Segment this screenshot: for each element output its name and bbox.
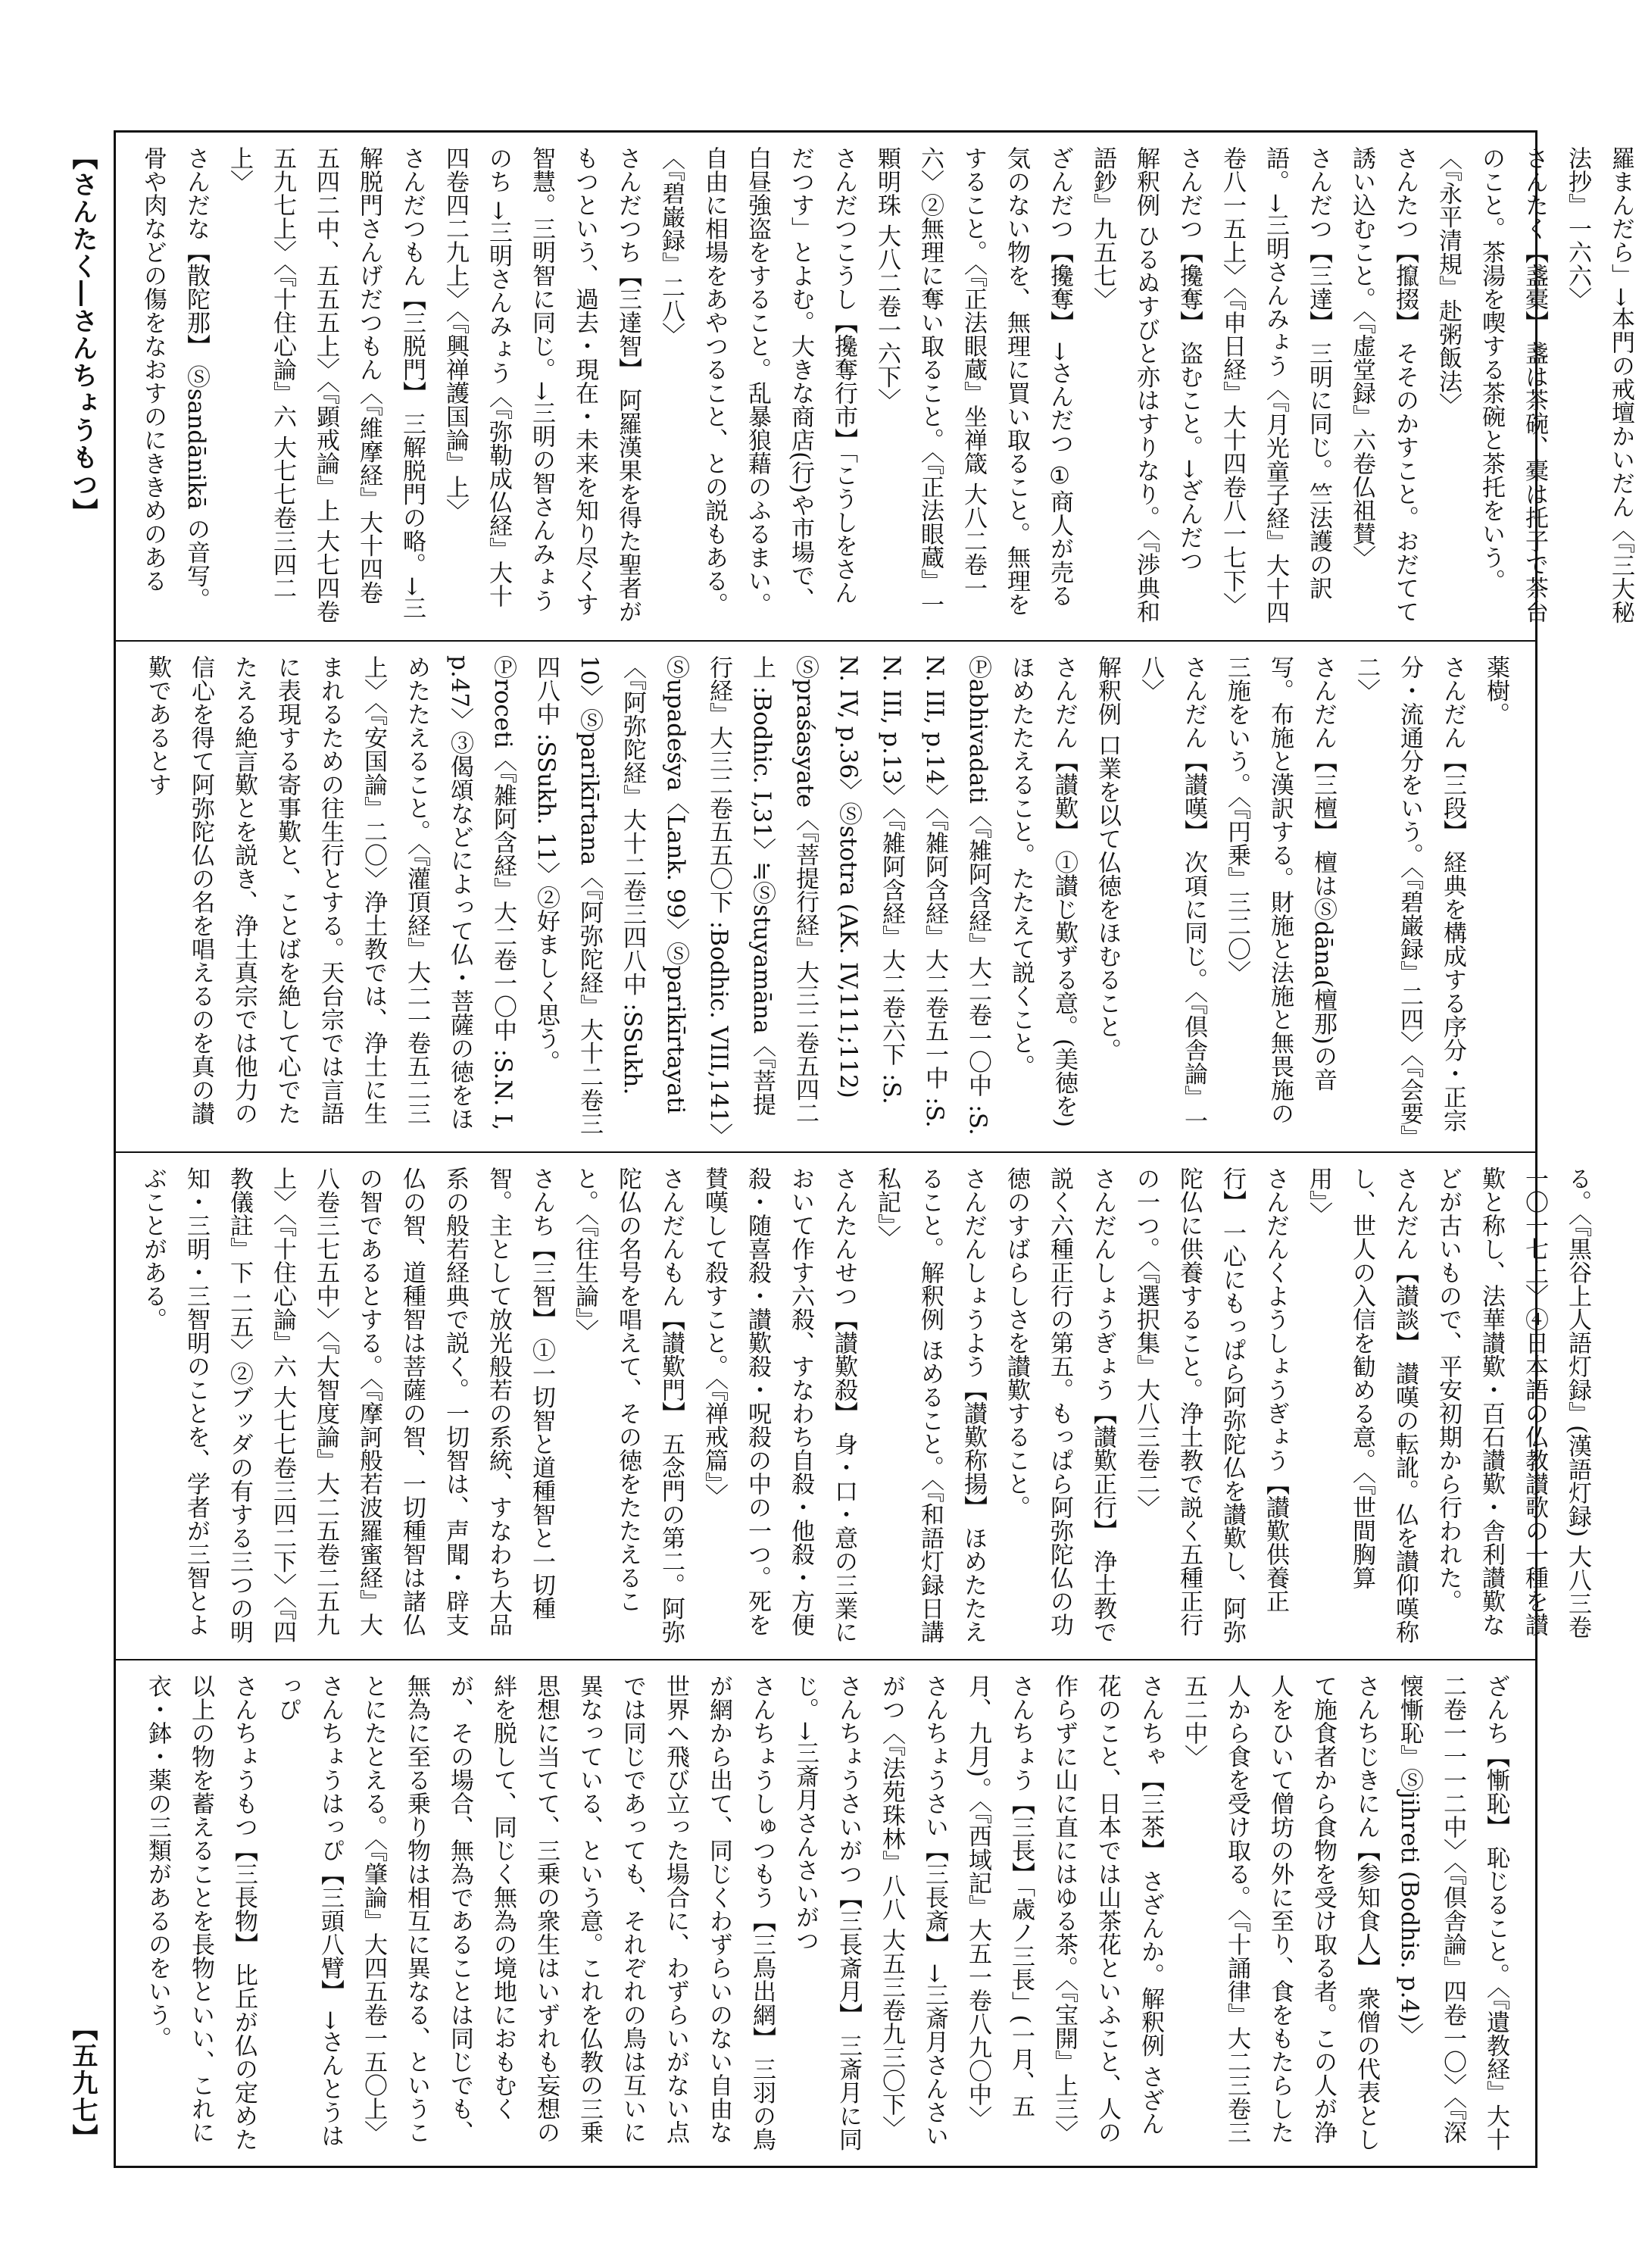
band-4 (116, 1659, 1535, 2166)
band-2-text: 薬樹。 さんだん【三段】 経典を構成する序分・正宗分・流通分をいう。〈『碧巌録』二四〉〈『会要』二〉 さんだん【三檀】 檀はⓈdāna(檀那)の音写。布施と漢訳する。財施と法施と無畏施の三施をいう。〈『円乗』三二〇〉 さんだん【讃嘆】 次項に同じ。〈『倶舎論』一八〉 解釈例 口業を以て仏徳をほむること。 さんだん【讃歎】 ①讃じ歎ずる意。(美徳を)ほめたたえること。たたえて説くこと。Ⓟabhivadati〈『雑阿含経』大二卷一〇中 :S. N. III, p.14〉〈『雑阿含経』大二卷五一中 :S. N. III, p.13〉〈『雑阿含経』大二卷六下 :S. N. IV, p.36〉Ⓢstotra (AK. IV,111;112) Ⓢpraśasyate〈『菩提行経』大三二卷五四二上 :Bodhic. I,31〉≒Ⓢstuyamāna〈『菩提行経』大三二卷五五〇下 :Bodhic. VIII,141〉Ⓢupadeśya〈Lank. 99〉Ⓢparikīrtayati〈『阿弥陀経』大十二卷三四八中 :SSukh. 10〉Ⓢparikīrtana〈『阿弥陀経』大十二卷三四八中 :SSukh. 11〉②好ましく思う。Ⓟroceti〈『雑阿含経』大二卷一〇中 :S.N. I, p.47〉③偈頌などによって仏・菩薩の徳をほめたたえること。〈『灌頂経』大二一卷五二三上〉〈『安国論』二〇〉浄土教では、浄土に生まれるための往生行とする。天台宗では言語に表現する寄事歎と、ことばを絶して心でたたえる絶言歎とを説き、浄土真宗では他力の信心を得て阿弥陀仏の名を唱えるのを真の讃歎であるとす (144, 655, 1509, 1137)
band-2 (116, 640, 1535, 1151)
page-number: 【五九七】 (67, 2015, 98, 2151)
running-head: 【さんたく―さんちょうもつ】 (67, 144, 98, 526)
band-3 (116, 1151, 1591, 1659)
band-1-text: 羅まんだら」→本門の戒壇かいだん〈『三大秘法抄』一六六〉 さんたく【盞橐】 盞は茶碗、橐は托子で茶台のこと。茶湯を喫する茶碗と茶托をいう。〈『永平清規』赴粥飯法〉 さんたつ【攛掇】 そそのかすこと。おだてて誘い込むこと。〈『虚堂録』六卷仏祖賛〉 さんだつ【三達】 三明に同じ。竺法護の訳語。→三明さんみょう〈『月光童子経』大十四卷八一五上〉〈『申日経』大十四卷八一七下〉 さんだつ【攙奪】 盗むこと。→ざんだつ 解釈例 ひるぬすびと亦はすりなり。〈『渉典和語鈔』九五七〉 ざんだつ【攙奪】 →さんだつ ①商人が売る気のない物を、無理に買い取ること。無理をすること。〈『正法眼蔵』坐禅箴 大八二卷一六〉②無理に奪い取ること。〈『正法眼蔵』一顆明珠 大八二卷一六下〉 さんだつこうし【攙奪行市】「こうしをさんだつす」とよむ。大きな商店(行)や市場で、白昼強盗をすること。乱暴狼藉のふるまい。自由に相場をあやつること、との説もある。〈『碧巌録』二八〉 さんだつち【三達智】 阿羅漢果を得た聖者がもつという、過去・現在・未来を知り尽くす智慧。三明智に同じ。→三明の智さんみょうのち →三明さんみょう〈『弥勒成仏経』大十四卷四二九上〉〈『興禅護国論』上〉 さんだつもん【三脱門】 三解脱門の略。→三解脱門さんげだつもん〈『維摩経』大十四卷五四二中、五五五上〉〈『顕戒論』上 大七四卷五九七上〉〈『十住心論』六 大七七卷三四二上〉 さんだな【散陀那】 Ⓢsandānikā の音写。骨や肉などの傷をなおすのにききめのある (139, 146, 1634, 624)
band-4-text: ざんち【慚恥】 恥じること。〈『遺教経』大十二卷一一一二中〉〈『倶舎論』四卷一〇〉〈『深懐慚恥』Ⓢjihreti (Bodhis. p.4)〉 さんちじきにん【参知食人】 衆僧の代表として施食者から食物を受け取る者。この人が浄人をひいて僧坊の外に至り、食をもたらした人から食を受け取る。〈『十誦律』大二三卷三五二中〉 さんちゃ【三茶】 さざんか。解釈例 さざん花のこと、日本では山茶花といふこと、人の作らずに山に直にはゆる茶。〈『宝開』上三〉 さんちょう【三長】「歳ノ三長」(一月、五月、九月)。〈『西域記』大五一卷八九〇中〉 さんちょうさい【三長斎】 →三斎月さんさいがつ〈『法苑珠林』八八 大五三卷九三〇下〉 さんちょうさいがつ【三長斎月】 三斎月に同じ。→三斎月さんさいがつ さんちょうしゅつもう【三鳥出網】 三羽の鳥が網から出て、同じくわずらいのない自由な世界へ飛び立った場合に、わずらいがない点では同じであっても、それぞれの鳥は互いに異なっている、という意。これを仏教の三乗思想に当てて、三乗の衆生はいずれも妄想の絆を脱して、同じく無為の境地におもむくが、その場合、無為であることは同じでも、無為に至る乗り物は相互に異なる、ということにたとえる。〈『肇論』大四五卷一五〇上〉 さんちょうはっぴ【三頭八臂】 →さんとうはっぴ さんちょうもつ【三長物】 比丘が仏の定めた以上の物を蓄えることを長物といい、これに衣・鉢・薬の三類があるのをいう。 (144, 1674, 1509, 2151)
page-frame (114, 130, 1634, 2168)
band-3-text: る。〈『黒谷上人語灯録』(漢語灯録) 大八三卷一〇一七上〉④日本語の仏教讃歌の一種を讃歎と称し、法華讃歎・百石讃歎・舎利讃歎などが古いもので、平安初期から行われた。 さんだん【讃談】 讃嘆の転訛。仏を讃仰嘆称し、世人の入信を勧める意。〈『世間胸算用』〉 さんだんくようしょうぎょう【讃歎供養正行】 一心にもっぱら阿弥陀仏を讃歎し、阿弥陀仏に供養すること。浄土教で説く五種正行の一つ。〈『選択集』大八三卷二〉 さんだんしょうぎょう【讃歎正行】 浄土教で説く六種正行の第五。もっぱら阿弥陀仏の功徳のすばらしさを讃歎すること。 さんだんしょうよう【讃歎称揚】 ほめたたえること。解釈例 ほめること。〈『和語灯録日講私記』〉 さんたんせつ【讃歎殺】 身・口・意の三業において作す六殺、すなわち自殺・他殺・方便殺・随喜殺・讃歎殺・呪殺の中の一つ。死を賛嘆して殺すこと。〈『禅戒篇』〉 さんだんもん【讃歎門】 五念門の第二。阿弥陀仏の名号を唱えて、その徳をたたえること。〈『往生論』〉 さんち【三智】 ①一切智と道種智と一切種智。主として放光般若の系統、すなわち大品系の般若経典で説く。一切智は、声聞・辟支仏の智、道種智は菩薩の智、一切種智は諸仏の智であるとする。〈『摩訶般若波羅蜜経』大八卷三七五中〉〈『大智度論』大二五卷二五九上〉〈『十住心論』六 大七七卷三四二下〉〈『四教儀註』下 二五〉②ブッダの有する三つの明知・三明・三智明のことを、学者が三智とよぶことがある。 (139, 1167, 1591, 1644)
band-1 (116, 133, 1634, 640)
